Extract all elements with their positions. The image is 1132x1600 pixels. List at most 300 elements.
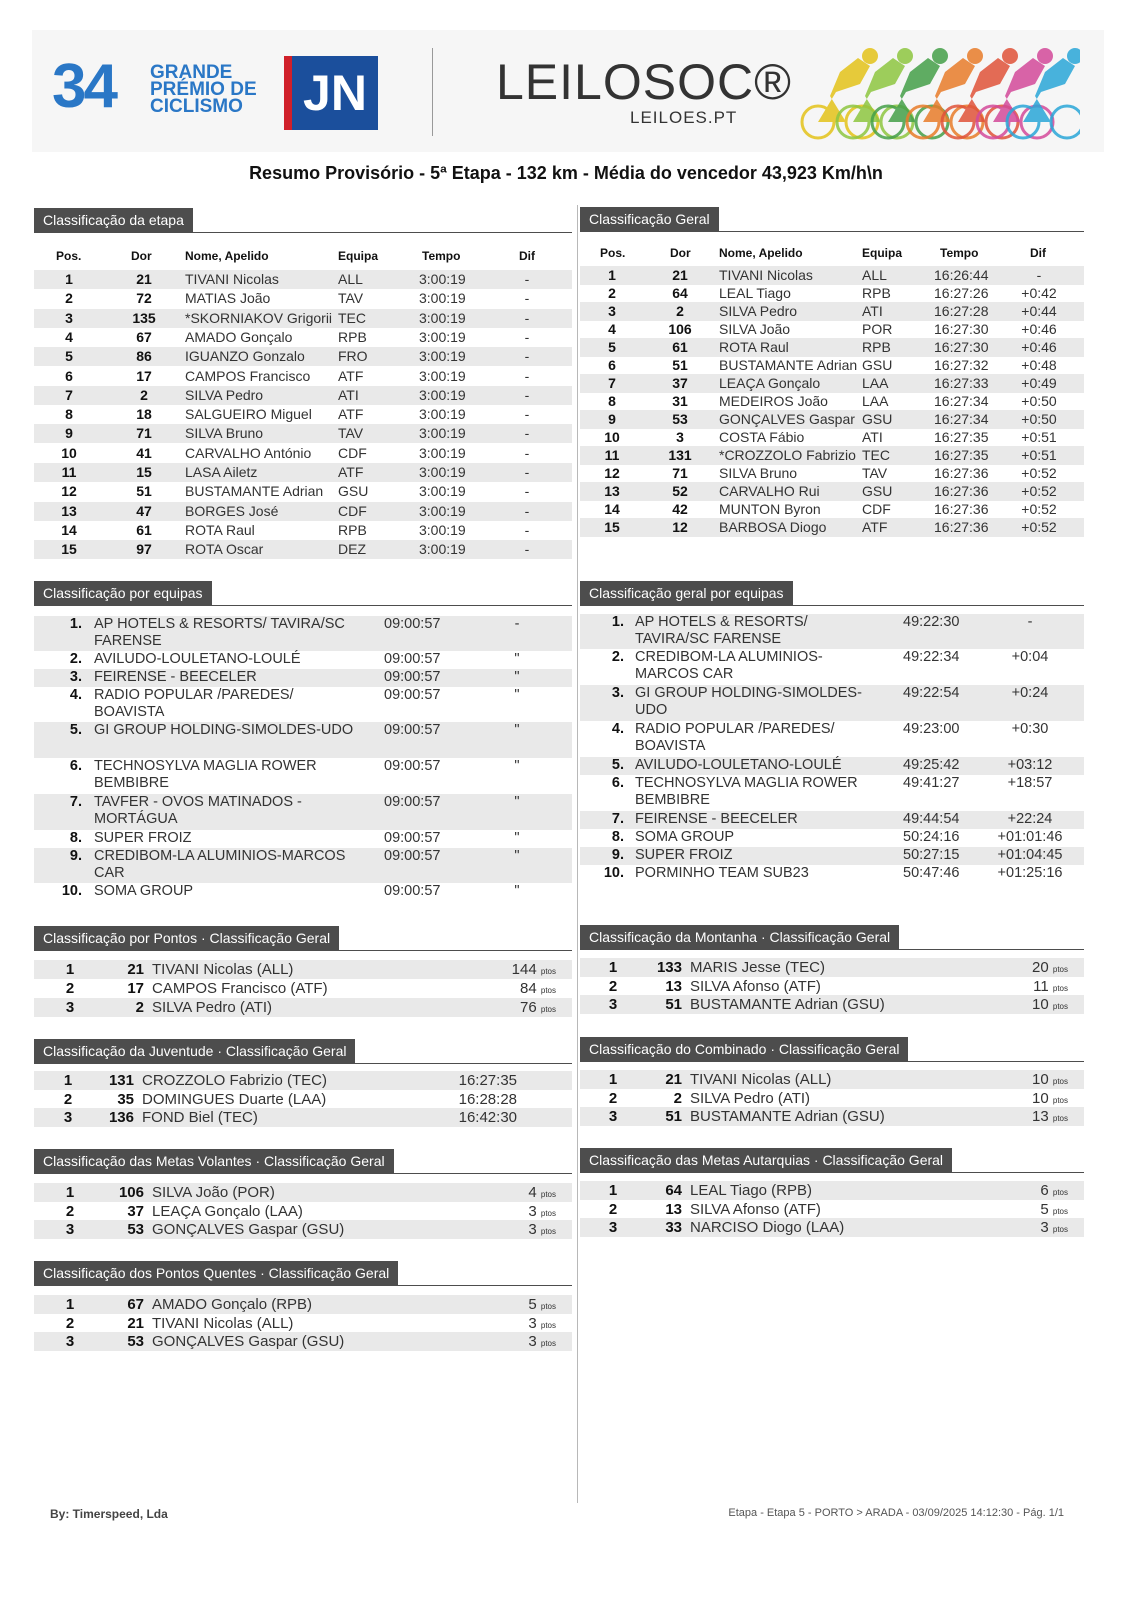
team-row: [34, 651, 572, 669]
team-row: [580, 847, 1084, 865]
score-value: 84: [520, 980, 537, 997]
position: 2.: [611, 649, 624, 665]
table-row: [580, 482, 1084, 501]
team-code: TAV: [338, 290, 364, 307]
rider-name: BUSTAMANTE Adrian: [185, 483, 324, 500]
gap: -: [524, 328, 530, 345]
rider-name: IGUANZO Gonzalo: [185, 348, 305, 365]
score-value: 16:28:28: [458, 1090, 517, 1108]
team-name: FEIRENSE - BEECELER: [635, 811, 798, 827]
time: 49:22:30: [903, 614, 960, 630]
position: 3: [65, 999, 75, 1016]
table-row: [580, 500, 1084, 519]
rider-name: CARVALHO António: [185, 444, 312, 461]
bib-number: 17: [136, 367, 152, 384]
team-row: [34, 883, 572, 901]
bib-number: 2: [140, 386, 148, 403]
bib-number: 61: [136, 521, 152, 538]
score-value: 3: [528, 1221, 537, 1238]
gap: +0:52: [1021, 519, 1057, 535]
time: 16:27:36: [934, 465, 989, 481]
rider-name: BUSTAMANTE Adrian: [719, 357, 858, 373]
bib-number: 18: [136, 406, 152, 423]
team-row: [580, 685, 1084, 721]
bib-number: 21: [127, 961, 144, 978]
team-name: RADIO POPULAR /PAREDES/ BOAVISTA: [94, 687, 294, 720]
position: 8: [65, 406, 73, 423]
gap: ": [514, 722, 520, 738]
team-row: [580, 829, 1084, 847]
section-rule: [34, 1173, 572, 1174]
rider-name: MARIS Jesse (TEC): [690, 959, 826, 976]
score-unit: ptos: [1052, 965, 1068, 974]
time: 16:27:34: [934, 393, 989, 409]
bib-number: 86: [136, 348, 152, 365]
table-row: [580, 320, 1084, 339]
rider-name: MATIAS João: [185, 290, 271, 307]
bib-number: 51: [672, 357, 688, 373]
column-header: Dor: [670, 246, 691, 260]
time: 3:00:19: [419, 444, 466, 461]
team-name: RADIO POPULAR /PAREDES/ BOAVISTA: [635, 721, 835, 754]
rider-name: *CROZZOLO Fabrizio: [719, 447, 856, 463]
table-row: [580, 374, 1084, 393]
time: 3:00:19: [419, 328, 466, 345]
rider-name: TIVANI Nicolas (ALL): [152, 961, 294, 978]
bib-number: 2: [673, 1089, 682, 1107]
table-row: [34, 444, 572, 463]
bib-number: 37: [127, 1202, 144, 1220]
position: 7.: [69, 794, 82, 810]
time: 49:41:27: [903, 775, 960, 791]
bib-number: 106: [668, 321, 692, 337]
section-title: Classificação dos Pontos Quentes · Classificação Geral: [34, 1261, 398, 1285]
team-row: [580, 775, 1084, 811]
gap: -: [524, 464, 530, 480]
time: 16:26:44: [934, 267, 989, 283]
time: 3:00:19: [419, 386, 466, 403]
time: 16:27:36: [934, 501, 989, 517]
position: 2: [608, 977, 618, 995]
rider-name: CARVALHO Rui: [719, 483, 820, 499]
column-header: Tempo: [422, 249, 461, 263]
score-unit: ptos: [540, 1320, 556, 1330]
score-unit: ptos: [1052, 1225, 1068, 1234]
bib-number: 21: [127, 1314, 144, 1332]
bib-number: 31: [672, 393, 688, 409]
team-code: CDF: [862, 501, 891, 517]
team-code: TEC: [862, 447, 890, 463]
gap: +0:46: [1021, 339, 1057, 355]
score: [520, 998, 556, 1019]
column-header: Equipa: [338, 249, 379, 263]
team-row: [580, 721, 1084, 757]
time: 3:00:19: [419, 367, 466, 384]
gap: +01:01:46: [997, 829, 1063, 845]
position: 9.: [611, 847, 624, 863]
team-code: LAA: [862, 393, 889, 409]
table-row: [34, 367, 572, 386]
time: 3:00:19: [419, 271, 466, 287]
score-value: 10: [1032, 1089, 1049, 1107]
position: 2: [63, 1090, 73, 1108]
score-unit: ptos: [1052, 1188, 1068, 1197]
table-row: [34, 1183, 572, 1202]
score-value: 76: [520, 999, 537, 1016]
position: 3: [608, 1108, 618, 1125]
rider-name: TIVANI Nicolas (ALL): [152, 1314, 294, 1332]
gap: ": [514, 758, 520, 774]
team-name: SOMA GROUP: [635, 829, 735, 845]
score-value: 10: [1032, 1071, 1049, 1088]
rider-name: LEAL Tiago: [719, 285, 791, 301]
position: 3.: [69, 669, 82, 685]
column-divider: [577, 205, 578, 1503]
jn-logo: JN: [284, 56, 378, 130]
gap: +0:51: [1021, 447, 1057, 463]
rider-name: SILVA Pedro (ATI): [152, 999, 273, 1016]
team-name: GI GROUP HOLDING-SIMOLDES-UDO: [94, 722, 354, 738]
position: 14: [61, 521, 77, 538]
rider-name: SILVA João (POR): [152, 1184, 275, 1201]
position: 2: [65, 290, 73, 307]
score-unit: ptos: [540, 967, 556, 976]
column-header: Dif: [519, 249, 535, 263]
gap: +22:24: [1007, 811, 1053, 827]
gap: +0:52: [1021, 465, 1057, 481]
section-rule: [580, 949, 1084, 950]
table-row: [34, 1220, 572, 1239]
gap: +0:44: [1021, 303, 1057, 319]
column-header: Nome, Apelido: [185, 249, 269, 263]
table-row: [34, 405, 572, 424]
time: 16:27:32: [934, 357, 989, 373]
position: 9: [65, 425, 73, 442]
table-row: [34, 328, 572, 347]
gap: +0:48: [1021, 357, 1057, 373]
gap: +0:30: [1011, 721, 1049, 737]
time: 3:00:19: [419, 425, 466, 442]
team-code: ATF: [338, 406, 364, 423]
table-row: [34, 289, 572, 308]
position: 3: [65, 309, 73, 326]
team-name: TAVFER - OVOS MATINADOS - MORTÁGUA: [94, 794, 302, 827]
gap: -: [1027, 614, 1033, 630]
time: 16:27:33: [934, 375, 989, 391]
rider-name: ROTA Oscar: [185, 541, 264, 558]
score: [528, 1332, 556, 1353]
team-row: [34, 794, 572, 830]
position: 3: [65, 1221, 75, 1238]
section-title: Classificação das Metas Autarquias · Classificação Geral: [580, 1148, 952, 1172]
position: 3.: [611, 685, 624, 701]
position: 4: [608, 321, 616, 337]
team-name: TECHNOSYLVA MAGLIA ROWER BEMBIBRE: [635, 775, 858, 808]
position: 3: [63, 1109, 73, 1126]
table-row: [580, 356, 1084, 375]
position: 1: [608, 267, 616, 283]
position: 6: [608, 357, 616, 373]
team-name: SOMA GROUP: [94, 883, 194, 899]
gap: -: [524, 386, 530, 403]
position: 7: [608, 375, 616, 391]
bib-number: 13: [665, 1200, 682, 1218]
section-rule: [580, 1172, 1084, 1173]
team-code: CDF: [338, 502, 367, 519]
position: 5.: [611, 757, 624, 773]
score-unit: ptos: [540, 1208, 556, 1218]
rider-name: SILVA Pedro: [185, 386, 264, 403]
gap: ": [514, 883, 520, 899]
table-row: [34, 463, 572, 482]
gap: ": [514, 794, 520, 810]
bib-number: 67: [127, 1296, 144, 1313]
position: 4.: [611, 721, 624, 737]
rider-name: GONÇALVES Gaspar: [719, 411, 855, 427]
team-code: TAV: [338, 425, 364, 442]
position: 3: [608, 1219, 618, 1236]
section-title: Classificação da etapa: [34, 208, 193, 232]
bib-number: 131: [668, 447, 692, 463]
rider-name: SILVA Afonso (ATF): [690, 1200, 821, 1218]
position: 5.: [69, 722, 82, 738]
table-row: [34, 960, 572, 979]
time: 09:00:57: [384, 669, 441, 685]
time: 50:24:16: [903, 829, 960, 845]
gap: +0:50: [1021, 411, 1057, 427]
section-rule: [34, 232, 572, 233]
score-value: 3: [1040, 1219, 1049, 1236]
bib-number: 21: [665, 1071, 682, 1088]
gap: +0:52: [1021, 483, 1057, 499]
team-name: AP HOTELS & RESORTS/ TAVIRA/SC FARENSE: [94, 616, 345, 649]
team-name: FEIRENSE - BEECELER: [94, 669, 257, 685]
position: 1: [65, 1296, 75, 1313]
table-row: [580, 446, 1084, 465]
bib-number: 21: [136, 271, 152, 287]
team-name: AP HOTELS & RESORTS/ TAVIRA/SC FARENSE: [635, 614, 808, 647]
gap: -: [524, 367, 530, 384]
team-code: RPB: [338, 328, 367, 345]
bib-number: 61: [672, 339, 688, 355]
bib-number: 53: [672, 411, 688, 427]
score-value: 144: [511, 961, 537, 978]
position: 6.: [69, 758, 82, 774]
position: 2.: [69, 651, 82, 667]
score-value: 6: [1040, 1182, 1049, 1199]
score: [512, 960, 556, 981]
time: 16:27:30: [934, 321, 989, 337]
bib-number: 52: [672, 483, 688, 499]
bib-number: 2: [676, 303, 684, 319]
score-value: 11: [1033, 977, 1049, 995]
position: 6.: [611, 775, 624, 791]
rider-name: CROZZOLO Fabrizio (TEC): [142, 1072, 328, 1089]
team-code: ATF: [338, 464, 364, 480]
rider-name: BUSTAMANTE Adrian (GSU): [690, 996, 885, 1013]
team-name: TECHNOSYLVA MAGLIA ROWER BEMBIBRE: [94, 758, 317, 791]
team-code: TAV: [862, 465, 888, 481]
rider-name: SILVA Bruno: [185, 425, 264, 442]
rider-name: CAMPOS Francisco (ATF): [152, 980, 328, 997]
table-row: [34, 979, 572, 998]
time: 49:23:00: [903, 721, 960, 737]
section-title: Classificação da Juventude · Classificação Geral: [34, 1039, 355, 1063]
score: [528, 1220, 556, 1241]
score-value: 13: [1032, 1108, 1049, 1125]
bib-number: 53: [127, 1333, 144, 1350]
score-unit: ptos: [1052, 1002, 1068, 1011]
bib-number: 131: [108, 1072, 134, 1089]
column-header: Nome, Apelido: [719, 246, 803, 260]
position: 13: [61, 502, 77, 519]
team-name: CREDIBOM-LA ALUMINIOS-MARCOS CAR: [635, 649, 823, 682]
position: 1: [65, 961, 75, 978]
bib-number: 133: [656, 959, 682, 976]
header-divider: [432, 48, 433, 136]
rider-name: COSTA Fábio: [719, 429, 805, 445]
score: [1032, 1107, 1068, 1128]
bib-number: 13: [665, 977, 682, 995]
position: 8.: [69, 830, 82, 846]
position: 8.: [611, 829, 624, 845]
team-name: SUPER FROIZ: [635, 847, 733, 863]
team-name: AVILUDO-LOULETANO-LOULÉ: [635, 757, 842, 773]
gap: +0:49: [1021, 375, 1057, 391]
team-code: POR: [862, 321, 893, 337]
score: [459, 1108, 517, 1127]
bib-number: 64: [665, 1182, 682, 1199]
bib-number: 15: [136, 464, 152, 480]
section-rule: [34, 950, 572, 951]
team-row: [34, 722, 572, 758]
score-unit: ptos: [540, 1339, 556, 1348]
bib-number: 71: [672, 465, 688, 481]
position: 2: [608, 1089, 618, 1107]
bib-number: 135: [132, 309, 156, 326]
score: [459, 1090, 517, 1109]
gap: -: [524, 541, 530, 558]
rider-name: CAMPOS Francisco: [185, 367, 311, 384]
footer-credit: By: Timerspeed, Lda: [50, 1507, 168, 1521]
table-row: [580, 428, 1084, 447]
bib-number: 3: [676, 429, 684, 445]
table-row: [580, 1070, 1084, 1089]
rider-name: LEAÇA Gonçalo: [719, 375, 821, 391]
section-rule: [580, 605, 1084, 606]
table-row: [580, 1089, 1084, 1108]
gap: +0:46: [1021, 321, 1057, 337]
time: 3:00:19: [419, 502, 466, 519]
table-row: [34, 309, 572, 328]
team-code: GSU: [338, 483, 369, 500]
team-name: GI GROUP HOLDING-SIMOLDES-UDO: [635, 685, 862, 718]
gap: -: [524, 483, 530, 500]
rider-name: AMADO Gonçalo: [185, 328, 293, 345]
team-code: RPB: [862, 285, 891, 301]
position: 15: [61, 541, 77, 558]
team-row: [580, 614, 1084, 649]
position: 2: [608, 285, 616, 301]
table-row: [580, 392, 1084, 411]
bib-number: 33: [665, 1219, 682, 1236]
table-row: [34, 540, 572, 559]
rider-name: SILVA Pedro: [719, 303, 798, 319]
team-code: ALL: [338, 271, 363, 287]
table-row: [580, 464, 1084, 483]
team-row: [34, 616, 572, 651]
time: 09:00:57: [384, 687, 441, 703]
section-title: Classificação da Montanha · Classificação Geral: [580, 925, 899, 949]
gap: +0:42: [1021, 285, 1057, 301]
team-row: [34, 830, 572, 848]
position: 1: [63, 1072, 73, 1089]
bib-number: 97: [136, 541, 152, 558]
rider-name: GONÇALVES Gaspar (GSU): [152, 1221, 345, 1238]
rider-name: BORGES José: [185, 502, 279, 519]
team-code: ATF: [338, 367, 364, 384]
score-unit: ptos: [1052, 983, 1068, 993]
bib-number: 72: [136, 290, 152, 307]
team-code: GSU: [862, 357, 893, 373]
gap: -: [524, 406, 530, 423]
time: 09:00:57: [384, 883, 441, 899]
team-code: TEC: [338, 309, 366, 326]
position: 6: [65, 367, 73, 384]
time: 16:27:28: [934, 303, 989, 319]
bib-number: 53: [127, 1221, 144, 1238]
sponsor-logo: LEILOSOC®: [496, 54, 792, 110]
rider-name: SALGUEIRO Miguel: [185, 406, 312, 423]
gap: +0:50: [1021, 393, 1057, 409]
rider-name: LASA Ailetz: [185, 464, 258, 480]
time: 3:00:19: [419, 521, 466, 538]
table-row: [34, 1202, 572, 1221]
team-name: CREDIBOM-LA ALUMINIOS-MARCOS CAR: [94, 848, 346, 881]
section-title: Classificação do Combinado · Classificação Geral: [580, 1037, 908, 1061]
team-row: [34, 848, 572, 883]
table-row: [580, 302, 1084, 321]
page-title: Resumo Provisório - 5ª Etapa - 132 km - Média do vencedor 43,923 Km/h\n: [249, 163, 883, 183]
time: 3:00:19: [419, 309, 466, 326]
bib-number: 21: [672, 267, 688, 283]
position: 7.: [611, 811, 624, 827]
score: [459, 1071, 517, 1090]
time: 09:00:57: [384, 794, 441, 810]
team-row: [580, 811, 1084, 829]
team-code: RPB: [862, 339, 891, 355]
rider-name: LEAL Tiago (RPB): [690, 1182, 812, 1199]
gap: ": [514, 830, 520, 846]
gap: +0:52: [1021, 501, 1057, 517]
gap: ": [514, 848, 520, 864]
rider-name: LEAÇA Gonçalo (LAA): [152, 1202, 303, 1220]
time: 50:27:15: [903, 847, 960, 863]
rider-name: GONÇALVES Gaspar (GSU): [152, 1333, 345, 1350]
position: 3: [608, 996, 618, 1013]
position: 8: [608, 393, 616, 409]
team-code: ATI: [862, 303, 883, 319]
column-header: Dor: [131, 249, 152, 263]
table-row: [34, 1314, 572, 1333]
rider-name: TIVANI Nicolas: [185, 271, 279, 287]
team-row: [580, 865, 1084, 883]
column-header: Equipa: [862, 246, 903, 260]
time: 16:27:26: [934, 285, 989, 301]
gap: +0:04: [1011, 649, 1049, 665]
table-row: [580, 1107, 1084, 1126]
team-name: PORMINHO TEAM SUB23: [635, 865, 809, 881]
